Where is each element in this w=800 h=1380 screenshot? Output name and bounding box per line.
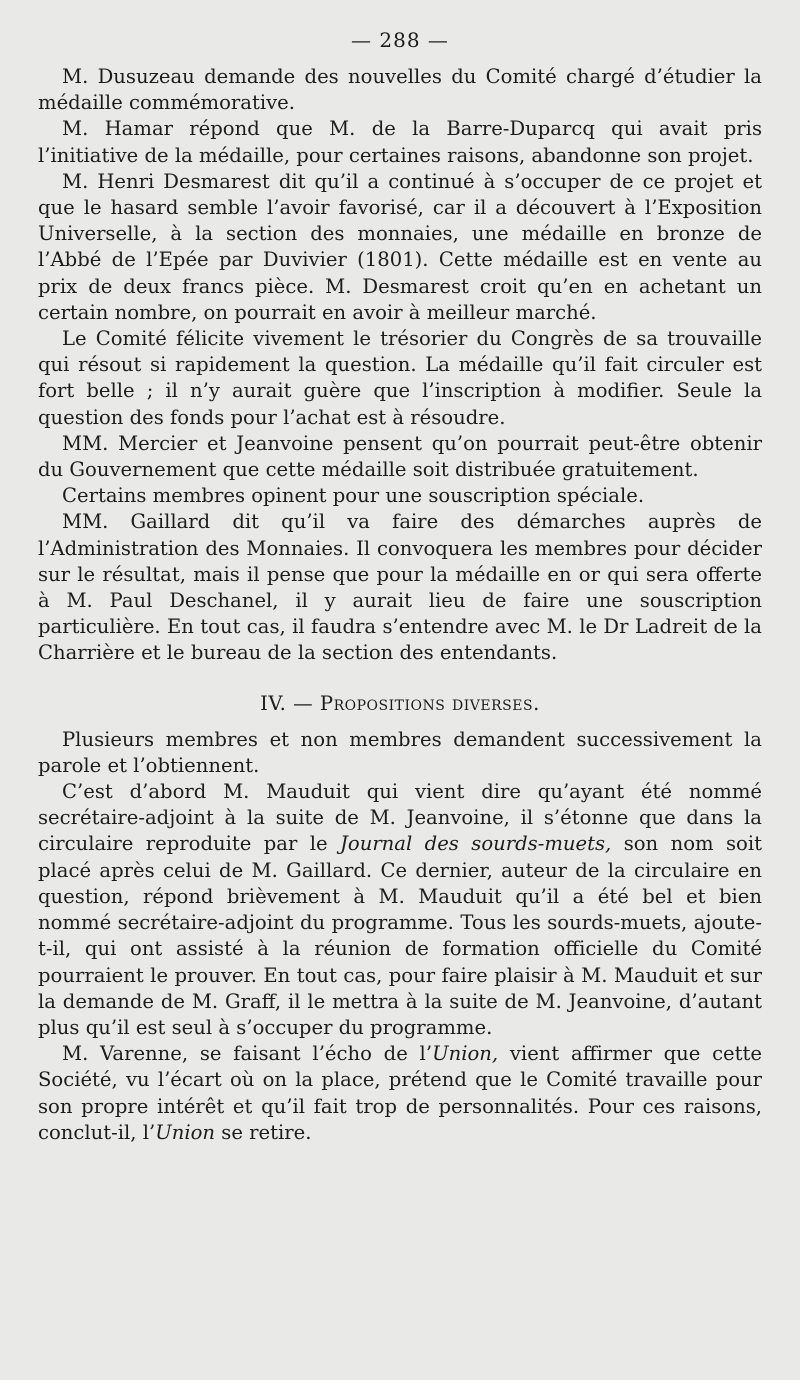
union-name-2: Union [155,1120,216,1144]
mauduit-text-start: C’est d’abord M. Mauduit qui vient dire qu’ayant été nommé secrétaire-adjoint à la suite de M. Jeanvoine, il s’étonne que dans la circulaire reproduite par le [38,780,762,856]
minutes-body-part-1 [38,64,762,667]
varenne-text-middle: vient affirmer que cette Société, vu l’écart où on la place, prétend que le Comité travaille pour son propre intérêt et qu’il fait trop de personnalités. Pour ces raisons, conclut-il, l’ [38,1042,762,1144]
paragraph-mercier-jeanvoine: MM. Mercier et Jeanvoine pensent qu’on pourrait peut-être obtenir du Gouvernement que cette médaille soit distribuée gratuitement. [38,431,762,482]
paragraph-souscription: Certains membres opinent pour une souscription spéciale. [62,484,645,508]
paragraph-varenne [38,1041,762,1146]
section-heading [38,691,762,717]
paragraph-plusieurs-membres: Plusieurs membres et non membres demandent successivement la parole et l’obtiennent. [38,727,762,777]
paragraph-mauduit [38,779,762,1041]
paragraph-gaillard: MM. Gaillard dit qu’il va faire des démarches auprès de l’Administration des Monnaies. Il convoquera les membres pour décider sur le résultat, mais il pense que pour la médaille en or qui sera offerte à M. Paul Deschanel, il y aurait lieu de faire une souscription particulière. En tout cas, il faudra s’entendre avec M. le Dr Ladreit de la Charrière et le bureau de la section des entendants. [38,510,762,665]
journal-title: Journal des sourds-muets, [340,832,612,856]
page-number: — 288 — [351,28,449,52]
varenne-text-end: se retire. [215,1120,312,1144]
mauduit-text-end: son nom soit placé après celui de M. Gaillard. Ce dernier, auteur de la circulaire en question, répond brièvement à M. Mauduit qu’il a été bel et bien nommé secrétaire-adjoint du programme. Tous les sourds-muets, ajoute-t-il, qui ont assisté à la réunion de formation officielle du Comité pourraient le prouver. En tout cas, pour faire plaisir à M. Mauduit et sur la demande de M. Graff, il le mettra à la suite de M. Jeanvoine, d’autant plus qu’il est seul à s’occuper du programme. [38,832,762,1039]
union-name-1: Union, [432,1042,499,1066]
paragraph-dusuzeau: M. Dusuzeau demande des nouvelles du Comité chargé d’étudier la médaille commémorative. [38,65,762,115]
paragraph-comite: Le Comité félicite vivement le trésorier du Congrès de sa trouvaille qui résout si rapidement la question. La médaille qu’il fait circuler est fort belle ; il n’y aurait guère que l’inscription à modifier. Seule la question des fonds pour l’achat est à résoudre. [38,327,762,429]
section-numeral: IV. — [260,691,320,715]
minutes-body-part-2 [38,727,762,1146]
paragraph-hamar: M. Hamar répond que M. de la Barre-Duparcq qui avait pris l’initiative de la médaille, pour certaines raisons, abandonne son projet. [38,117,762,167]
varenne-text-start: M. Varenne, se faisant l’écho de l’ [62,1042,433,1066]
section-title: Propositions diverses. [319,691,540,715]
paragraph-desmarest: M. Henri Desmarest dit qu’il a continué à s’occuper de ce projet et que le hasard semble l’avoir favorisé, car il a découvert à l’Exposition Universelle, à la section des monnaies, une médaille en bronze de l’Abbé de l’Epée par Duvivier (1801). Cette médaille est en vente au prix de deux francs pièce. M. Desmarest croit qu’en en achetant un certain nombre, on pourrait en avoir à meilleur marché. [38,169,762,324]
